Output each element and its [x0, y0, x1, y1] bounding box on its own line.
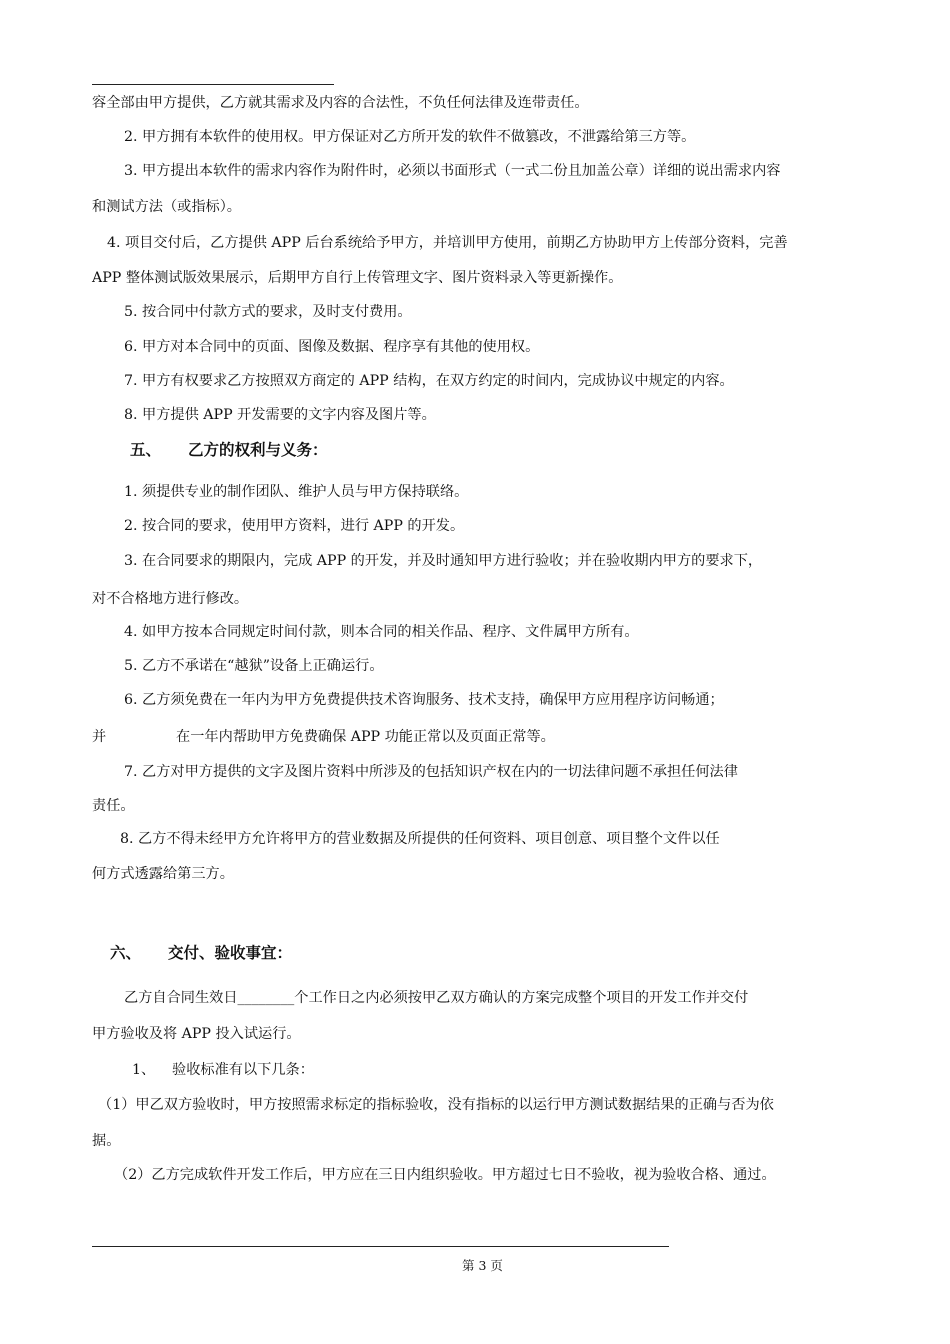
paragraph-line: 4. 如甲方按本合同规定时间付款，则本合同的相关作品、程序、文件属甲方所有。: [124, 624, 639, 640]
paragraph-line: 5. 按合同中付款方式的要求，及时支付费用。: [124, 304, 412, 320]
paragraph-line: 3. 在合同要求的期限内，完成 APP 的开发，并及时通知甲方进行验收；并在验收期内甲方的要求下，: [124, 553, 763, 569]
paragraph-line: 责任。: [92, 798, 135, 814]
section-heading-number: 五、: [130, 440, 162, 459]
paragraph-line: 1. 须提供专业的制作团队、维护人员与甲方保持联络。: [124, 484, 469, 500]
paragraph-line: 2. 按合同的要求，使用甲方资料，进行 APP 的开发。: [124, 518, 465, 534]
paragraph-line: 7. 乙方对甲方提供的文字及图片资料中所涉及的包括知识产权在内的一切法律问题不承担任何法律: [124, 764, 738, 780]
paragraph-line: （2）乙方完成软件开发工作后，甲方应在三日内组织验收。甲方超过七日不验收，视为验收合格、通过。: [114, 1167, 776, 1183]
paragraph-line-continued: 在一年内帮助甲方免费确保 APP 功能正常以及页面正常等。: [176, 729, 555, 745]
paragraph-line: 据。: [92, 1133, 121, 1149]
paragraph-line: 7. 甲方有权要求乙方按照双方商定的 APP 结构，在双方约定的时间内，完成协议中规定的内容。: [124, 373, 734, 389]
section-heading-title: 乙方的权利与义务：: [188, 440, 328, 459]
paragraph-line: 8. 甲方提供 APP 开发需要的文字内容及图片等。: [124, 407, 436, 423]
paragraph-line: 容全部由甲方提供，乙方就其需求及内容的合法性，不负任何法律及连带责任。: [92, 95, 589, 111]
paragraph-line: 8. 乙方不得未经甲方允许将甲方的营业数据及所提供的任何资料、项目创意、项目整个文件以任: [120, 831, 720, 847]
paragraph-line: 6. 乙方须免费在一年内为甲方免费提供技术咨询服务、技术支持，确保甲方应用程序访问畅通；: [124, 692, 724, 708]
paragraph-line: 乙方自合同生效日________个工作日之内必须按甲乙双方确认的方案完成整个项目的开发工作并交付: [124, 990, 749, 1006]
paragraph-line: 甲方验收及将 APP 投入试运行。: [92, 1026, 301, 1042]
page-number: 第 3 页: [462, 1258, 503, 1273]
paragraph-line-start: 并: [92, 729, 107, 745]
list-item-text: 验收标准有以下几条：: [172, 1062, 314, 1078]
section-heading-title: 交付、验收事宜：: [168, 943, 293, 962]
paragraph-line: 3. 甲方提出本软件的需求内容作为附件时，必须以书面形式（一式二份且加盖公章）详细的说出需求内容: [124, 163, 781, 179]
paragraph-line: （1）甲乙双方验收时，甲方按照需求标定的指标验收，没有指标的以运行甲方测试数据结果的正确与否为依: [98, 1097, 774, 1113]
paragraph-line: APP 整体测试版效果展示，后期甲方自行上传管理文字、图片资料录入等更新操作。: [92, 270, 623, 286]
paragraph-line: 6. 甲方对本合同中的页面、图像及数据、程序享有其他的使用权。: [124, 339, 540, 355]
paragraph-line: 对不合格地方进行修改。: [92, 591, 249, 607]
footer-rule: [92, 1246, 669, 1247]
paragraph-line: 和测试方法（或指标）。: [92, 199, 241, 215]
paragraph-line: 4. 项目交付后，乙方提供 APP 后台系统给予甲方，并培训甲方使用，前期乙方协助甲方上传部分资料，完善: [107, 235, 788, 251]
paragraph-line: 2. 甲方拥有本软件的使用权。甲方保证对乙方所开发的软件不做篡改，不泄露给第三方等。: [124, 129, 696, 145]
paragraph-line: 何方式透露给第三方。: [92, 866, 234, 882]
top-rule: [92, 84, 334, 85]
list-item-number: 1、: [132, 1062, 156, 1078]
section-heading-number: 六、: [110, 943, 142, 962]
paragraph-line: 5. 乙方不承诺在“越狱”设备上正确运行。: [124, 658, 384, 674]
